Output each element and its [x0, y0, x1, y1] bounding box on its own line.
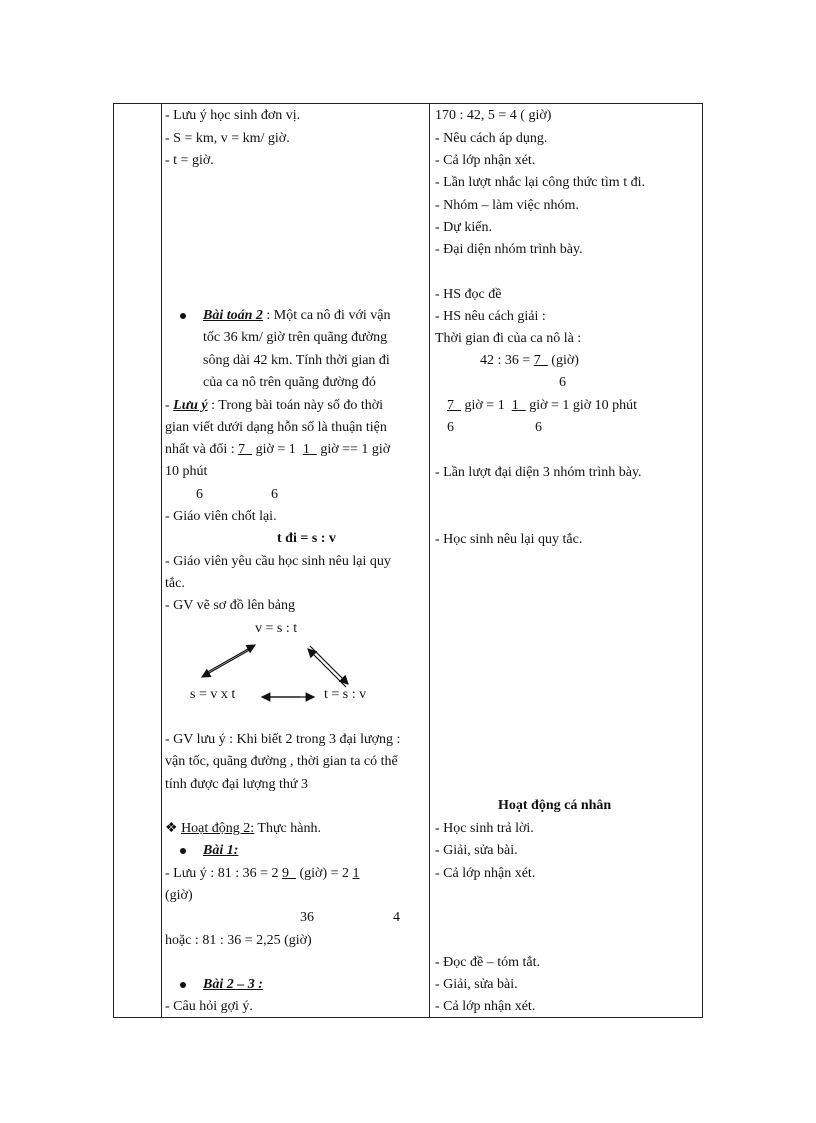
problem-2-line-4: của ca nô trên quãng đường đó	[203, 375, 376, 390]
fraction-numerator: 7	[238, 442, 246, 457]
exercise-1-alternative: hoặc : 81 : 36 = 2,25 (giờ)	[165, 933, 312, 948]
note-label: Lưu ý	[173, 398, 208, 413]
teacher-conclusion: - Giáo viên chốt lại.	[165, 509, 277, 524]
formula-time: t đi = s : v	[277, 531, 336, 546]
student-line-13: - Lần lượt đại diện 3 nhóm trình bày.	[435, 465, 642, 480]
calc-part-a: - Lưu ý : 81 : 36 = 2	[165, 866, 279, 881]
note-text-1: : Trong bài toán này số đo thời	[211, 398, 384, 413]
bullet-icon	[180, 848, 186, 854]
student-line-14: - Học sinh nêu lại quy tắc.	[435, 532, 583, 547]
teacher-note-2: vận tốc, quãng đường , thời gian ta có thể	[165, 754, 398, 769]
student-line-9: - HS nêu cách giải :	[435, 309, 546, 324]
student-line-6: - Dự kiến.	[435, 220, 492, 235]
problem-2-line-2: tốc 36 km/ giờ trên quãng đường	[203, 330, 388, 345]
fraction-denominator: 6	[196, 487, 203, 502]
individual-activity-heading: Hoạt động cá nhân	[498, 798, 612, 813]
note-s-v-units: - S = km, v = km/ giờ.	[165, 131, 290, 146]
fraction-numerator: 9	[281, 866, 289, 881]
note-text-3a: nhất và đổi :	[165, 442, 235, 457]
exercise-2-3-title: Bài 2 – 3 :	[203, 977, 263, 992]
exercise-1-label	[203, 842, 238, 860]
diamond-bullet-icon: ❖	[165, 821, 178, 836]
problem-2-line-3: sông dài 42 km. Tính thời gian đi	[203, 353, 390, 368]
teacher-note-3: tính được đại lượng thứ 3	[165, 777, 308, 792]
activity-2-heading	[165, 820, 321, 838]
student-line-19: - Giải, sửa bài.	[435, 977, 518, 992]
fraction-numerator: 7	[447, 398, 454, 413]
fraction-numerator: 1	[511, 398, 519, 413]
dash: -	[165, 398, 170, 413]
fraction-denominator: 6	[271, 487, 278, 502]
student-line-15: - Học sinh trả lời.	[435, 821, 534, 836]
exercise-1-title: Bài 1:	[203, 843, 239, 858]
problem-2-label: Bài toán 2	[203, 308, 263, 323]
bullet-icon	[180, 313, 186, 319]
student-line-7: - Đại diện nhóm trình bày.	[435, 242, 583, 257]
hint-questions: - Câu hỏi gợi ý.	[165, 999, 253, 1014]
student-line-8: - HS đọc đề	[435, 287, 502, 302]
student-line-17: - Cả lớp nhận xét.	[435, 866, 536, 881]
column-divider-2	[429, 103, 430, 1018]
fraction-numerator: 1	[352, 866, 360, 881]
fraction-denominator: 6	[447, 420, 454, 435]
fraction-denominator: 6	[535, 420, 542, 435]
student-line-18: - Đọc đề – tóm tắt.	[435, 955, 540, 970]
note-unit: - Lưu ý học sinh đơn vị.	[165, 108, 301, 123]
fraction-denominator: 6	[559, 375, 566, 390]
fraction-numerator: 7	[533, 353, 541, 368]
teacher-request-1: - Giáo viên yêu cầu học sinh nêu lại quy	[165, 554, 391, 569]
teacher-request-2: tắc.	[165, 576, 185, 591]
exercise-1-calc	[165, 865, 360, 883]
bullet-icon	[180, 982, 186, 988]
diagram-v-formula: v = s : t	[255, 621, 298, 636]
note-line-1	[165, 397, 383, 415]
calc-part-b: (giờ)	[551, 353, 579, 368]
note-line-4: 10 phút	[165, 464, 208, 479]
column-divider-1	[161, 103, 162, 1018]
teacher-diagram-note: - GV vẽ sơ đồ lên bảng	[165, 598, 296, 613]
note-line-3	[165, 441, 390, 459]
note-line-2: gian viết dưới dạng hỗn số là thuận tiện	[165, 420, 387, 435]
fraction-denominator: 36	[300, 910, 314, 925]
student-line-4: - Lần lượt nhắc lại công thức tìm t đi.	[435, 175, 645, 190]
problem-2-text-1: : Một ca nô đi với vận	[266, 308, 391, 323]
activity-2-text: Thực hành.	[257, 821, 321, 836]
calc-part-a: 42 : 36 =	[480, 353, 531, 368]
student-line-3: - Cả lớp nhận xét.	[435, 153, 536, 168]
note-t-unit: - t = giờ.	[165, 153, 214, 168]
teacher-note-1: - GV lưu ý : Khi biết 2 trong 3 đại lượng :	[165, 732, 401, 747]
note-text-3c: giờ == 1 giờ	[320, 442, 391, 457]
student-calc-1: 170 : 42, 5 = 4 ( giờ)	[435, 108, 552, 123]
diagram-t-formula: t = s : v	[324, 687, 367, 702]
calc-part-b: (giờ) = 2	[299, 866, 349, 881]
student-line-2: - Nêu cách áp dụng.	[435, 131, 548, 146]
problem-2-line-1	[203, 307, 390, 325]
exercise-2-3-label	[203, 976, 263, 994]
activity-2-label: Hoạt động 2:	[181, 821, 255, 836]
conversion-part-b: giờ = 1 giờ 10 phút	[529, 398, 638, 413]
student-line-10: Thời gian đi của ca nô là :	[435, 331, 582, 346]
student-line-5: - Nhóm – làm việc nhóm.	[435, 198, 579, 213]
student-line-20: - Cả lớp nhận xét.	[435, 999, 536, 1014]
fraction-numerator: 1	[302, 442, 310, 457]
note-text-3b: giờ = 1	[255, 442, 296, 457]
diagram-s-formula: s = v x t	[190, 687, 236, 702]
fraction-denominator: 4	[393, 910, 400, 925]
exercise-1-unit: (giờ)	[165, 888, 193, 903]
student-calc-2	[480, 352, 579, 370]
student-conversion	[447, 397, 637, 415]
student-line-16: - Giải, sửa bài.	[435, 843, 518, 858]
conversion-part-a: giờ = 1	[464, 398, 505, 413]
